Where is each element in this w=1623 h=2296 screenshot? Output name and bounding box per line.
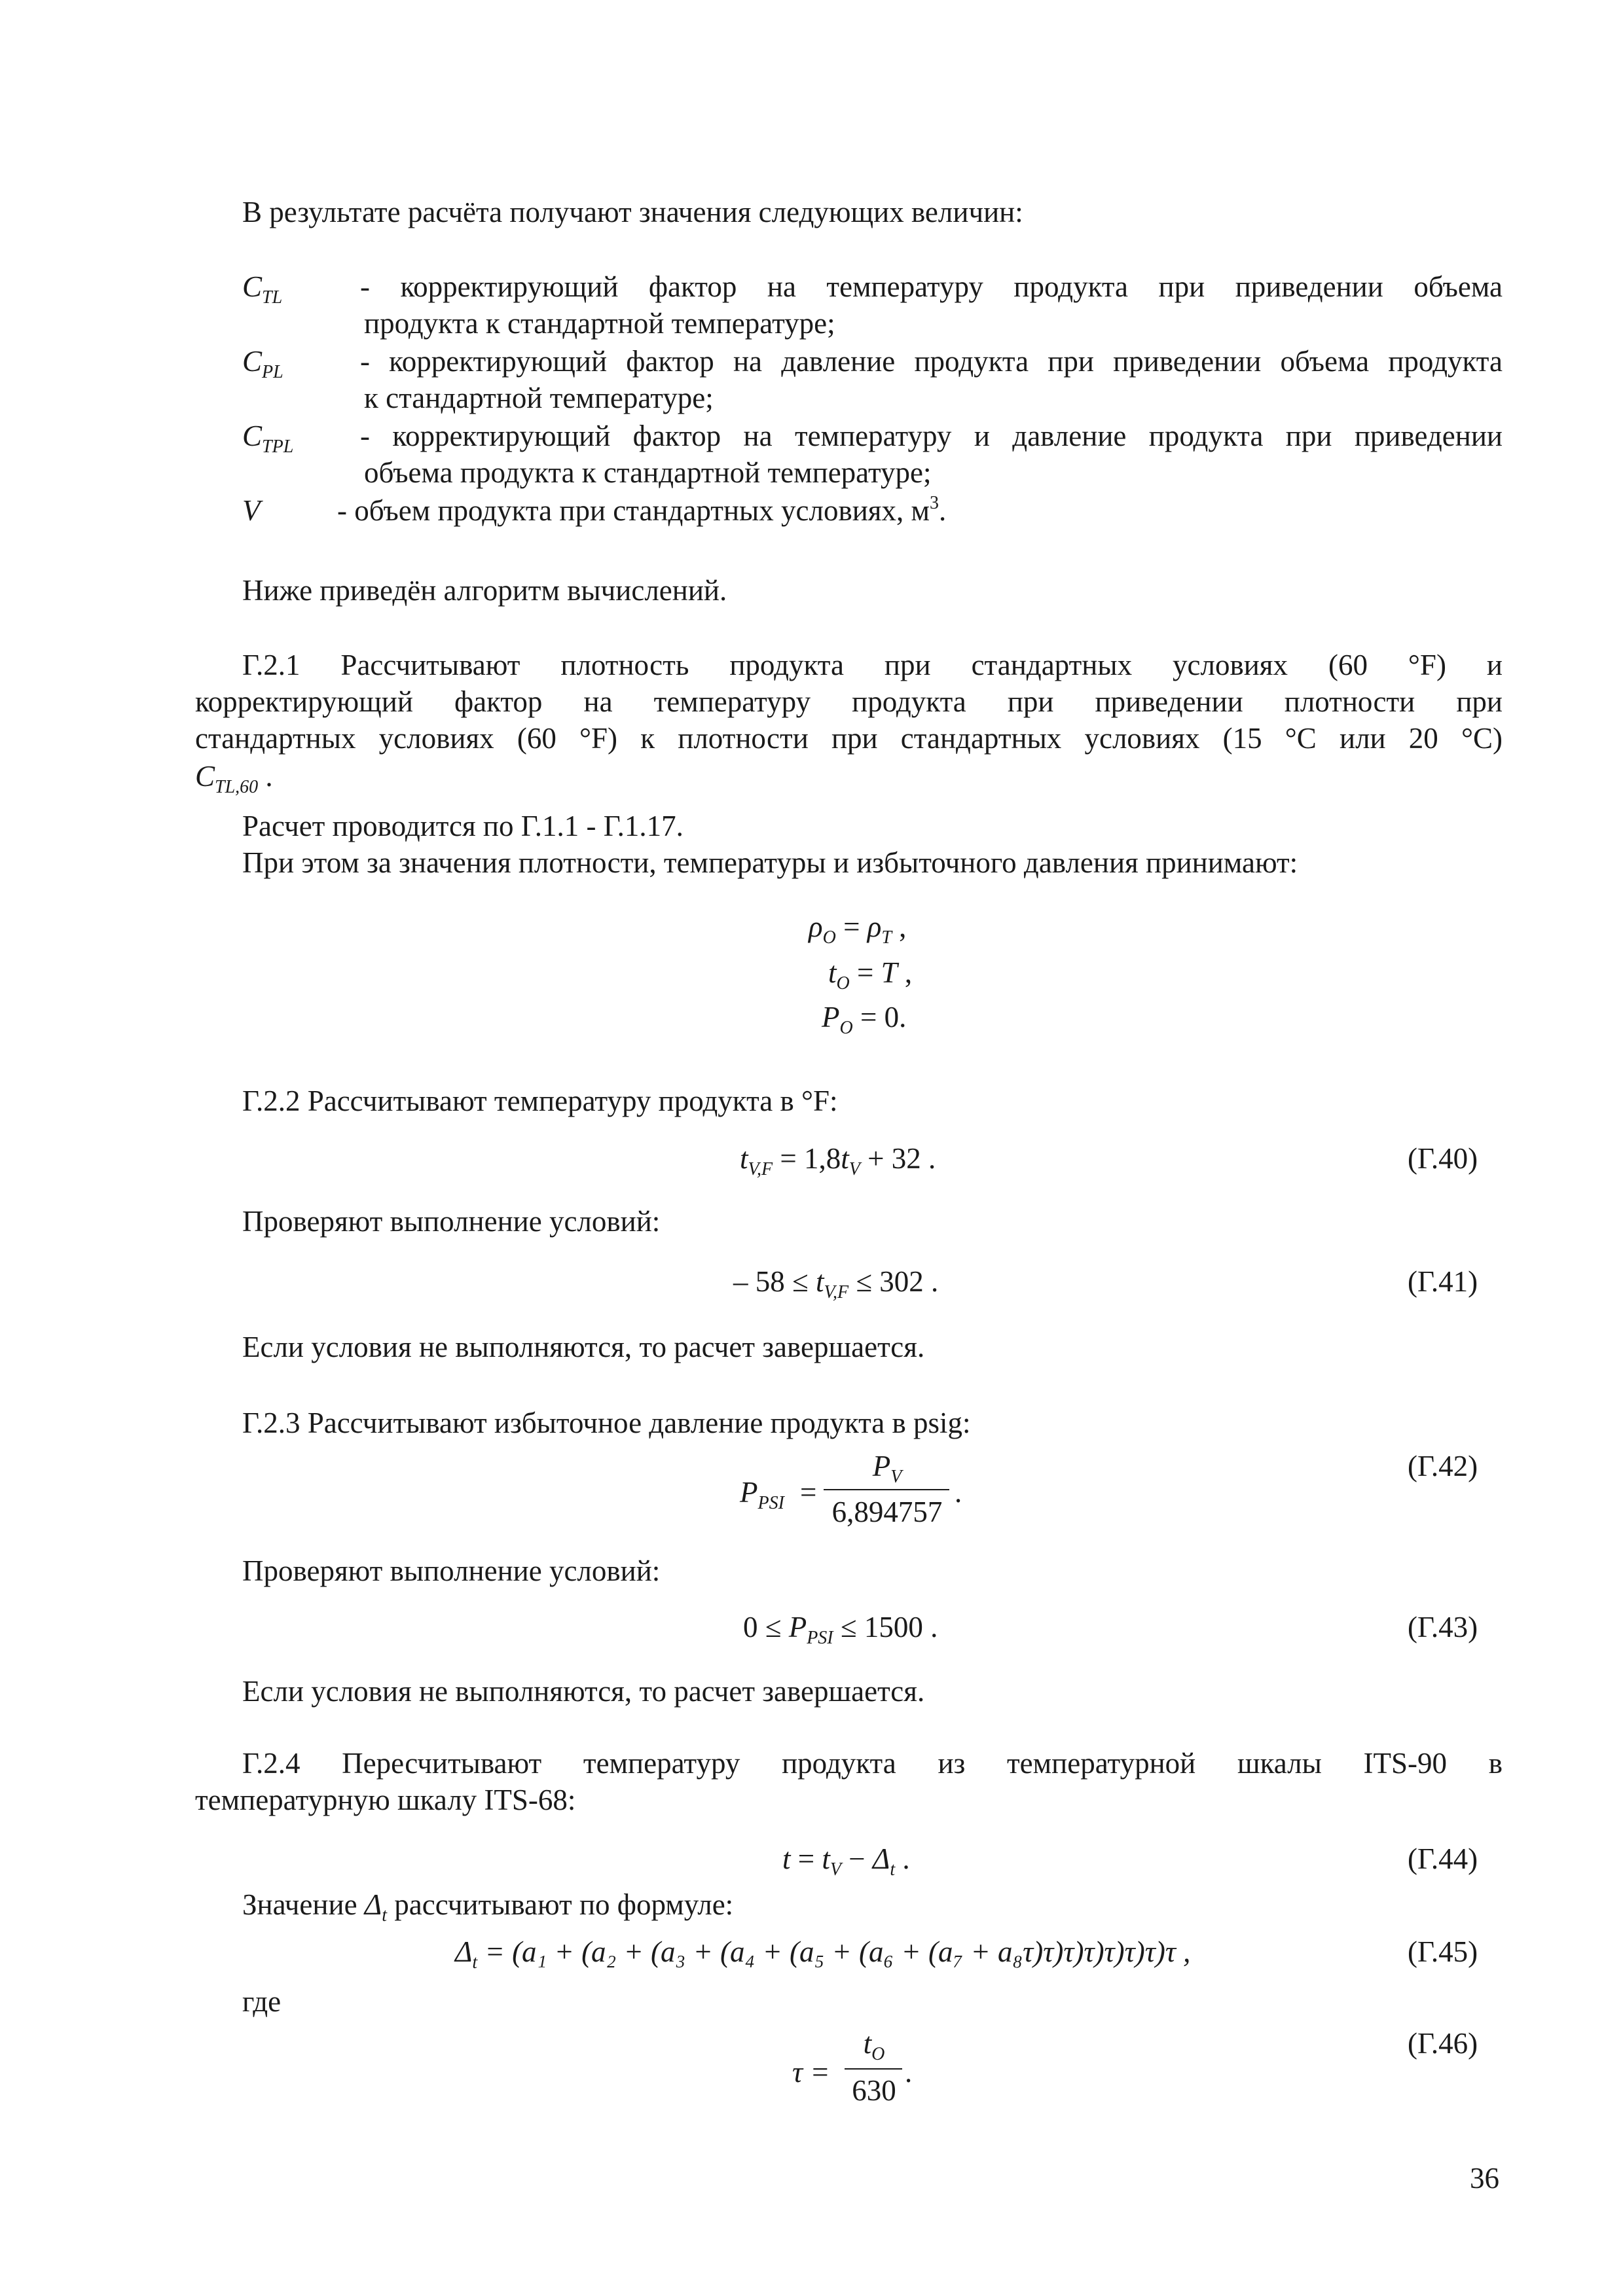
def-v-text: - объем продукта при стандартных условиях, $м^3$. (337, 493, 947, 527)
def-ctl-line2: продукта к стандартной температуре; (364, 307, 835, 340)
g22-fail: Если условия не выполняются, то расчет завершается. (242, 1331, 925, 1363)
def-symbol-cpl: $C_{PL}$ (242, 345, 283, 382)
g24-where: где (242, 1985, 282, 2018)
g21-symbol-ctl60: $C_{TL,60}$ . (195, 760, 273, 797)
g23-tail: . (955, 1476, 962, 1509)
def-cpl-line1: - корректирующий фактор на давление продукта при приведении объема продукта (360, 345, 1503, 378)
g24-formula: $\Delta_t = (a_1 + (a_2 + (a_3 + (a_4 + (a_5 + (a_6 + (a_7 + a_8\tau)\tau)\tau)\tau)\tau)\tau)\tau)\tau$ , (455, 1935, 1191, 1973)
g21-line1: Г.2.1 Рассчитывают плотность продукта при стандартных условиях (60 °F) и (242, 649, 1503, 681)
g23-heading: Г.2.3 Рассчитывают избыточное давление продукта в psig: (242, 1407, 971, 1439)
def-symbol-v: V (242, 494, 261, 527)
g24-value-text: Значение $\Delta_t$ рассчитывают по формуле: (242, 1888, 734, 1926)
g24-formula-number: (Г.45) (1408, 1935, 1478, 1968)
g24-tau-lhs: τ = (792, 2056, 829, 2089)
intro-text: В результате расчёта получают значения следующих величин: (242, 196, 1023, 228)
g21-calc: Расчет проводится по Г.1.1 - Г.1.17. (242, 810, 684, 842)
def-ctpl-line2: объема продукта к стандартной температуре; (364, 456, 932, 489)
g21-line3: стандартных условиях (60 °F) к плотности при стандартных условиях (15 °С или 20 °С) (195, 722, 1503, 755)
g22-equation: $t_{V,F} = 1,8t_V + 32$ . (740, 1142, 936, 1179)
g24-eq-number: (Г.44) (1408, 1842, 1478, 1875)
g24-tau-number: (Г.46) (1408, 2027, 1478, 2060)
def-ctl-line1: - корректирующий фактор на температуру продукта при приведении объема (360, 270, 1503, 303)
def-cpl-line2: к стандартной температуре; (364, 382, 714, 414)
g23-fraction-bar (824, 1489, 949, 1490)
g24-equation: $t = t_V - \Delta_t$ . (782, 1842, 910, 1880)
g22-condition: – $58 \le t_{V,F} \le 302$ . (733, 1265, 939, 1302)
g23-check: Проверяют выполнение условий: (242, 1554, 661, 1587)
def-ctpl-line1: - корректирующий фактор на температуру и давление продукта при приведении (360, 420, 1503, 452)
def-symbol-ctpl: $C_{TPL}$ (242, 420, 294, 457)
g22-eq-number: (Г.40) (1408, 1142, 1478, 1175)
g24-line2: температурную шкалу ITS-68: (195, 1784, 576, 1816)
g22-cond-number: (Г.41) (1408, 1265, 1478, 1298)
g22-check: Проверяют выполнение условий: (242, 1205, 661, 1238)
g23-numerator: $P_V$ (872, 1450, 902, 1487)
g21-eq-temperature: $t_O = T$ , (828, 956, 913, 994)
g21-line2: корректирующий фактор на температуру продукта при приведении плотности при (195, 685, 1503, 718)
g24-tau-denominator: 630 (852, 2074, 896, 2107)
g22-heading: Г.2.2 Рассчитывают температуру продукта в °F: (242, 1085, 838, 1117)
g21-eq-density: $\rho_O = \rho_T$ , (809, 910, 907, 948)
g23-cond-number: (Г.43) (1408, 1611, 1478, 1643)
g24-tau-tail: . (905, 2056, 913, 2089)
g23-lhs: $P_{PSI}$ = (740, 1476, 817, 1513)
g21-eq-pressure: $P_O = 0$. (822, 1001, 907, 1038)
g24-tau-fraction-bar (845, 2068, 902, 2070)
g23-condition: $0 \le P_{PSI} \le 1500$ . (743, 1611, 938, 1648)
g21-accept: При этом за значения плотности, температуры и избыточного давления принимают: (242, 846, 1298, 879)
g24-line1: Г.2.4 Пересчитывают температуру продукта из температурной шкалы ITS-90 в (242, 1747, 1503, 1780)
g24-tau-numerator: $t_O$ (863, 2027, 885, 2064)
g23-denominator: 6,894757 (831, 1496, 943, 1528)
algo-intro: Ниже приведён алгоритм вычислений. (242, 574, 727, 607)
def-symbol-ctl: $C_{TL}$ (242, 270, 283, 308)
g23-eq-number: (Г.42) (1408, 1450, 1478, 1482)
g23-fail: Если условия не выполняются, то расчет завершается. (242, 1675, 925, 1708)
page-number: 36 (1470, 2162, 1499, 2195)
